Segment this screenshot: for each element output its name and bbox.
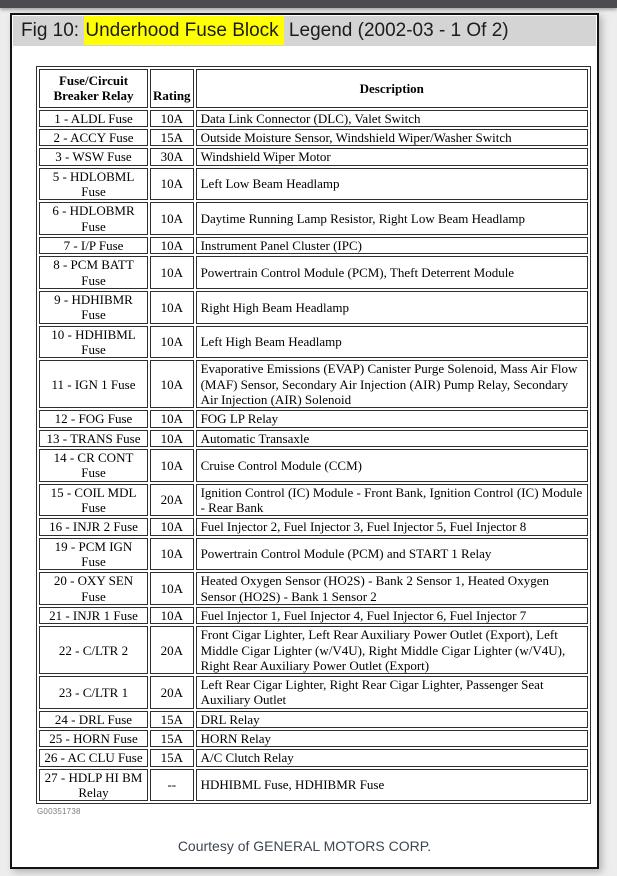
description-cell: Data Link Connector (DLC), Valet Switch [196,110,588,127]
fuse-cell: 25 - HORN Fuse [39,730,148,747]
table-row [39,326,588,359]
description-cell: Powertrain Control Module (PCM) and START 1 Relay [196,538,588,571]
description-cell: DRL Relay [196,711,588,728]
description-cell: Windshield Wiper Motor [196,148,588,165]
fuse-cell: 7 - I/P Fuse [39,237,148,254]
fuse-cell: 26 - AC CLU Fuse [39,749,148,766]
rating-cell: 10A [150,518,194,535]
description-cell: Right High Beam Headlamp [196,291,588,324]
fuse-cell: 15 - COIL MDL Fuse [39,484,148,517]
fuse-cell: 8 - PCM BATT Fuse [39,256,148,289]
fuse-cell: 11 - IGN 1 Fuse [39,360,148,408]
rating-cell: 15A [150,711,194,728]
rating-cell: 10A [150,326,194,359]
table-row [39,129,588,146]
table-row [39,676,588,709]
fuse-cell: 19 - PCM IGN Fuse [39,538,148,571]
description-cell: HDHIBML Fuse, HDHIBMR Fuse [196,769,588,802]
table-row [39,202,588,235]
rating-cell: 10A [150,110,194,127]
table-row [39,572,588,605]
description-cell: Evaporative Emissions (EVAP) Canister Purge Solenoid, Mass Air Flow (MAF) Sensor, Secondary Air Injection (AIR) Pump Relay, Secondary Air Injection (AIR) Solenoid [196,360,588,408]
fuse-cell: 9 - HDHIBMR Fuse [39,291,148,324]
rating-cell: 20A [150,626,194,674]
table-row [39,291,588,324]
table-row [39,484,588,517]
description-cell: Powertrain Control Module (PCM), Theft Deterrent Module [196,256,588,289]
table-row [39,607,588,624]
figure-title-suffix: Legend (2002-03 - 1 Of 2) [283,20,509,41]
rating-cell: 10A [150,237,194,254]
column-header-fuse-circuit-breaker-relay: Fuse/Circuit Breaker Relay [39,69,148,108]
fuse-cell: 12 - FOG Fuse [39,410,148,427]
table-row [39,538,588,571]
rating-cell: 10A [150,410,194,427]
rating-cell: 20A [150,484,194,517]
fuse-cell: 2 - ACCY Fuse [39,129,148,146]
rating-cell: 30A [150,148,194,165]
table-row [39,410,588,427]
fuse-cell: 20 - OXY SEN Fuse [39,572,148,605]
rating-cell: 15A [150,749,194,766]
fuse-cell: 27 - HDLP HI BM Relay [39,769,148,802]
fuse-cell: 22 - C/LTR 2 [39,626,148,674]
description-cell: Outside Moisture Sensor, Windshield Wiper/Washer Switch [196,129,588,146]
figure-title-highlight: Underhood Fuse Block [84,16,283,45]
table-row [39,237,588,254]
table-row [39,730,588,747]
description-cell: Fuel Injector 1, Fuel Injector 4, Fuel Injector 6, Fuel Injector 7 [196,607,588,624]
figure-title-bar [13,16,596,46]
table-row [39,430,588,447]
rating-cell: 10A [150,360,194,408]
rating-cell: 20A [150,676,194,709]
fuse-cell: 21 - INJR 1 Fuse [39,607,148,624]
rating-cell: -- [150,769,194,802]
fuse-cell: 23 - C/LTR 1 [39,676,148,709]
table-row [39,360,588,408]
description-cell: HORN Relay [196,730,588,747]
table-row [39,449,588,482]
description-cell: Heated Oxygen Sensor (HO2S) - Bank 2 Sensor 1, Heated Oxygen Sensor (HO2S) - Bank 1 Sensor 2 [196,572,588,605]
fuse-cell: 6 - HDLOBMR Fuse [39,202,148,235]
table-row [39,626,588,674]
fuse-cell: 14 - CR CONT Fuse [39,449,148,482]
fuse-cell: 5 - HDLOBML Fuse [39,168,148,201]
table-row [39,168,588,201]
description-cell: Left High Beam Headlamp [196,326,588,359]
column-header-rating: Rating [150,69,194,108]
fuse-cell: 1 - ALDL Fuse [39,110,148,127]
rating-cell: 10A [150,449,194,482]
description-cell: Left Low Beam Headlamp [196,168,588,201]
document-panel [10,13,599,869]
rating-cell: 10A [150,607,194,624]
figure-id: G00351738 [37,807,81,817]
rating-cell: 10A [150,572,194,605]
fuse-cell: 3 - WSW Fuse [39,148,148,165]
fuse-cell: 10 - HDHIBML Fuse [39,326,148,359]
rating-cell: 10A [150,202,194,235]
fuse-cell: 13 - TRANS Fuse [39,430,148,447]
rating-cell: 15A [150,730,194,747]
description-cell: Fuel Injector 2, Fuel Injector 3, Fuel Injector 5, Fuel Injector 8 [196,518,588,535]
description-cell: Ignition Control (IC) Module - Front Bank, Ignition Control (IC) Module - Rear Bank [196,484,588,517]
description-cell: Front Cigar Lighter, Left Rear Auxiliary Power Outlet (Export), Left Middle Cigar Lighter (w/V4U), Right Middle Cigar Lighter (w/V4U), Right Rear Auxiliary Power Outlet (Export) [196,626,588,674]
table-row [39,256,588,289]
description-cell: Instrument Panel Cluster (IPC) [196,237,588,254]
rating-cell: 10A [150,256,194,289]
description-cell: Daytime Running Lamp Resistor, Right Low Beam Headlamp [196,202,588,235]
fuse-cell: 24 - DRL Fuse [39,711,148,728]
fuse-cell: 16 - INJR 2 Fuse [39,518,148,535]
table-row [39,769,588,802]
fuse-table [36,66,591,804]
description-cell: FOG LP Relay [196,410,588,427]
rating-cell: 10A [150,538,194,571]
table-row [39,148,588,165]
table-row [39,711,588,728]
rating-cell: 10A [150,430,194,447]
fuse-table-body [39,110,588,802]
rating-cell: 10A [150,291,194,324]
description-cell: A/C Clutch Relay [196,749,588,766]
header-row [39,69,588,108]
table-row [39,518,588,535]
rating-cell: 10A [150,168,194,201]
figure-title-prefix: Fig 10: [21,20,85,41]
courtesy-note: Courtesy of GENERAL MOTORS CORP. [177,838,432,854]
description-cell: Automatic Transaxle [196,430,588,447]
description-cell: Left Rear Cigar Lighter, Right Rear Cigar Lighter, Passenger Seat Auxiliary Outlet [196,676,588,709]
window-top-bar [0,0,617,8]
description-cell: Cruise Control Module (CCM) [196,449,588,482]
table-row [39,110,588,127]
table-row [39,749,588,766]
column-header-description: Description [196,69,588,108]
fuse-table-header [39,69,588,108]
rating-cell: 15A [150,129,194,146]
